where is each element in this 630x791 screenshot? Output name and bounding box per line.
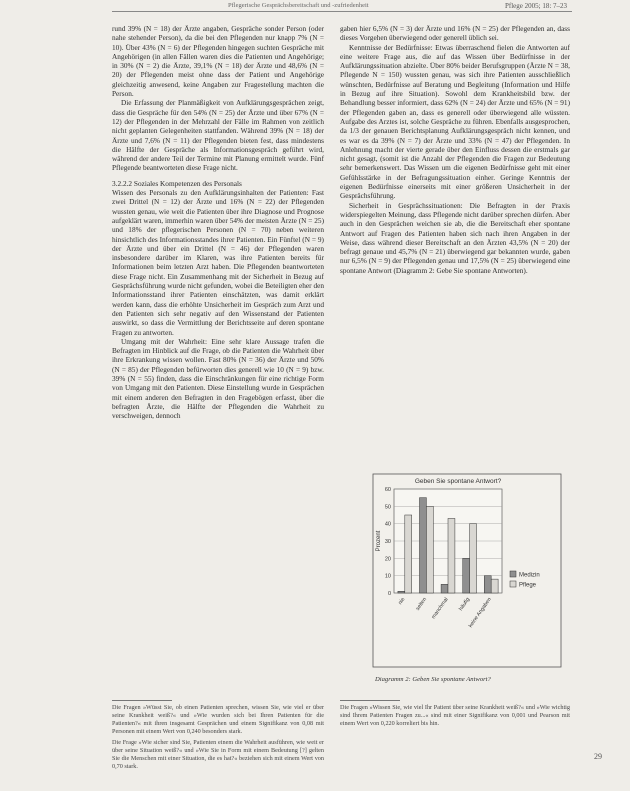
running-header-right: Pflege 2005; 18: 7–23 — [505, 2, 568, 10]
y-tick-label: 50 — [384, 504, 391, 511]
legend-swatch — [510, 571, 516, 577]
bar-pflege-3 — [470, 524, 477, 593]
legend-swatch — [510, 581, 516, 587]
bar-pflege-0 — [405, 515, 412, 593]
section-heading: 3.2.2.2 Soziales Kompetenzen des Personals — [112, 178, 242, 188]
footnote-rule — [112, 700, 172, 701]
y-tick-label: 20 — [384, 556, 391, 563]
bar-medizin-4 — [484, 576, 491, 593]
bar-pflege-1 — [426, 506, 433, 593]
x-tick-label: häufig — [458, 596, 472, 612]
paragraph: gaben hier 6,5% (N = 3) der Ärzte und 16% (N = 25) der Pflegenden an, dass dieses Vorgehen überwiegend oder generell üblich sei. — [340, 24, 570, 43]
y-tick-label: 40 — [384, 521, 391, 528]
bar-pflege-4 — [491, 579, 498, 593]
y-tick-label: 30 — [384, 539, 391, 545]
paragraph: Sicherheit in Gesprächssituationen: Die Befragten in der Praxis widerspiegelten Meinung, dass Pflegende nicht darüber sprechen dürfen. Aber auch in den Gesprächen weichen sie ab, die die Bereitschaft eher spontane Antwort auf Fragen des Patienten haben sich nach ihren Angaben in der Weise, dass während dieser Bereitschaft an den Ärzten 43,5% (N = 20) der befragt genaue und 45,7% (N = 21) überwiegend gar bekannten wurde, gaben nur 6,5% (N = 9) der Pflegenden genau und 17,5% (N = 25) überwiegend eine spontane Antwort (Diagramm 2: Gebe Sie spontane Antworten). — [340, 200, 570, 275]
page-number: 29 — [594, 752, 602, 761]
footnote: Die Fragen »Wissen Sie, wie viel Ihr Patient über seine Krankheit weiß?« und »Wie wichtig sind Ihrem Patienten Fragen zu...« sind mit einer Signifikanz von 0,001 und Pearson mit einem Wert von 0,220 korreliert bis hin. — [340, 704, 570, 727]
header-rule — [112, 11, 572, 12]
running-header-left: Pflegerische Gesprächsbereitschaft und -zufriedenheit — [228, 2, 369, 9]
paragraph: Die Erfassung der Planmäßigkeit von Aufklärungsgesprächen zeigt, dass die Gespräche für den 54% (N = 25) der Ärzte und über 67% (N = 12) der Pflegenden in der Mehrzahl der Fälle im Rahmen von zeitlich nicht geplanten Gelegenheiten stattfanden. Während 39% (N = 18) der Ärzte und 7,6% (N = 11) der Pflegenden bieten fest, dass mindestens die Hälfte der Gespräche als Informationsgespräch geführt wird, während der andere Teil der Termine mit Planung ermittelt wurde. Fünf Pflegende beantworteten diese Frage nicht. — [112, 98, 324, 173]
paragraph: Kenntnisse der Bedürfnisse: Etwas überraschend fielen die Antworten auf eine weitere Frage aus, die auf das Wissen über Bedürfnisse in der Aufklärungssituation abzielte. Über 80% beider Berufsgruppen (Ärzte N = 38, Pflegende N = 150) wussten genau, was sich ihre Patienten ausschließlich wünschten, Bedürfnisse auf Beratung und Begleitung (Information und Hilfe in Bezug auf ihre Situation). Sowohl dem Krankheitsbild bzw. der Behandlung besser informiert, dass 62% (N = 24) der Ärzte und 65% (N = 91) der Pflegenden gaben an, dass es generell oder überwiegend alle wüssten. Aufgabe des Arztes ist, solche Gespräche zu führen. Ebenfalls ausgesprochen, da 1/3 der genauen Berichtsplanung Aufklärungsgespräch nicht kennen, und es war es da 39% (N = 7) der Ärzte und 33% (N = 47) der Pflegenden. In Anlehnung macht der vierte gerade über den Einfluss dessen die erstmals gar nicht gesagt, (somit ist die Anzahl der Pflegenden die Fragen zur Bedeutung sehr bemerkenswert. Das Wissen um die eigenen Bedürfnisse geht mit einer Gefühlsstärke in der Befragungssituation einher. Geringe Kenntnis der eigenen Bedürfnisse einerseits mit einer größeren Unsicherheit in der Gesprächsführung. — [340, 42, 570, 201]
y-tick-label: 60 — [384, 487, 391, 493]
footnotes-left — [112, 704, 324, 774]
text-column-left — [112, 24, 324, 420]
bar-pflege-2 — [448, 518, 455, 593]
chart-svg — [372, 473, 562, 668]
bar-medizin-1 — [419, 498, 426, 593]
x-tick-label: nie — [397, 596, 407, 606]
footnote-rule — [340, 700, 400, 701]
y-axis-label: Prozent — [376, 530, 382, 552]
bar-chart — [372, 473, 562, 668]
bar-medizin-3 — [463, 558, 470, 593]
bar-medizin-2 — [441, 584, 448, 593]
footnotes-right — [340, 704, 570, 731]
paragraph: rund 39% (N = 18) der Ärzte angaben, Gespräche sonder Person (oder nahe stehender Person), da die bei den Pflegenden nur knapp 7% (N = 10). Über 43% (N = 6) der Pflegenden hingegen suchten Gespräche mit Angehörigen (in allen Fällen waren dies die Patienten und Angehörige; in 30% (N = 2) die Ärzte, 39,1% (N = 18) der Ärzte und 48,6% (N = 20) der Pflegenden meist ohne dass der Patient und Angehörige gleichzeitig anwesend, keine Angaben zur Fragestellung machten die Person. — [112, 24, 324, 99]
legend-label: Pflege — [519, 582, 537, 589]
chart-title: Geben Sie spontane Antwort? — [414, 478, 502, 485]
x-tick-label: manchmal — [430, 596, 450, 621]
legend-label: Medizin — [519, 572, 540, 579]
y-tick-label: 0 — [387, 591, 391, 597]
text-column-right — [340, 24, 570, 275]
footnote: Die Fragen »Wüsst Sie, ob einen Patienten sprechen, wissen Sie, wie viel er über seine Krankheit weiß?« und »Wie wurden sich bei Ihren Patienten für die Patienten?« mit ihren insgesamt Gesprächen und einem Signifikanz von 0,08 mit Personen mit einem Wert von 0,240 besonders stark. — [112, 704, 324, 735]
y-tick-label: 10 — [384, 573, 391, 580]
paragraph: Umgang mit der Wahrheit: Eine sehr klare Aussage trafen die Befragten im Hinblick auf die Frage, ob die Patienten die Wahrheit über ihre Erkrankung wissen wollen. Fast 80% (N = 36) der Ärzte und 50% (N = 85) der Pflegenden befürworten dies generell wie 10 (N = 9) bzw. 39% (N = 55) finden, dass die Einschränkungen für eine richtige Form von Umgang mit den Patienten. Diese Einstellung wurde in Gesprächen mit einem anderen den Befragten in den Fragebögen erfasst, über die befragten Ärzte, die Hälfte der Pflegenden die Wahrheit zu verschweigen, dennoch — [112, 336, 324, 421]
x-tick-label: keine Angaben — [467, 596, 493, 629]
x-tick-label: selten — [415, 596, 429, 612]
figure-caption: Diagramm 2: Geben Sie spontane Antwort? — [375, 676, 491, 683]
bar-medizin-0 — [398, 591, 405, 593]
footnote: Die Frage »Wie sicher sind Sie, Patienten einem die Wahrheit ausführen, wie weit er über seine Situation weiß?« und »Wie Sie in Form mit einem Bedeutung [?] gelten Sie die Menschen mit einer Situation, die es hat?« beziehen sich mit einem Wert von 0,70 stark. — [112, 739, 324, 770]
paragraph: Wissen des Personals zu den Aufklärungsinhalten der Patienten: Fast zwei Drittel (N = 12) der Ärzte und 16% (N = 22) der Pflegenden wussten genau, wie weit die Patienten über ihre Diagnose und Prognose aufgeklärt waren, immerhin waren über 54% der meisten Ärzte (N = 25) und 18% der pflegerischen Personen (N = 70) neben weiteren hinsichtlich des Informationsstandes ihrer Patienten. Ein Fünftel (N = 9) der Ärzte und über ein Drittel (N = 46) der Pflegenden waren insbesondere darüber im Klaren, was ihre Patienten bereits für Informationen beim letzten Arzt haben. Die Pflegenden beantworteten diese Frage nicht. Ein Zusammenhang mit der Sicherheit in Bezug auf Gesprächsführung wurde nicht gefunden, wobei die Beteiligten eher den Informationsstand ihrer Patienten einschätzten, was damit erklärt werden kann, dass die erhöhte Unsicherheit im Gespräch zum Arzt und den Patienten sich sehr negativ auf den Wissenstand der Patienten auswirkt, so dass die Vermittlung der Berichtsseite auf deren spontane Fragen zu antworten. — [112, 188, 324, 337]
